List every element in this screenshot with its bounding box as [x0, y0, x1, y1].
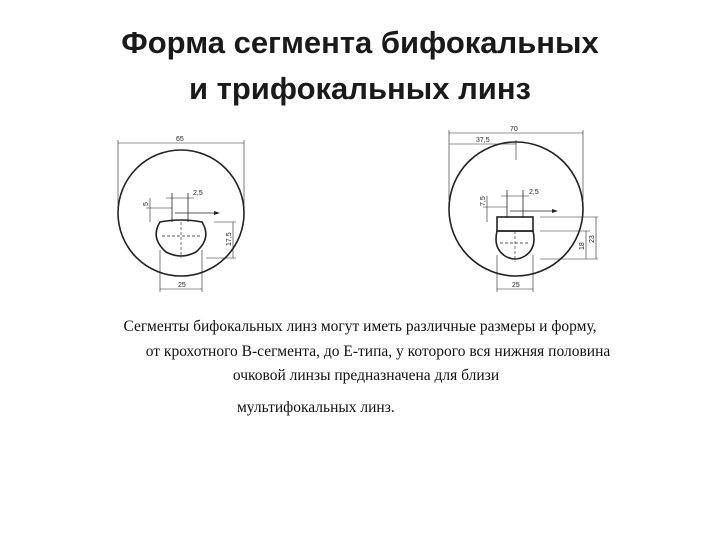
paragraph-line-4: мультифокальных линз.	[237, 399, 395, 416]
left-offset-dim-label: 2,5	[193, 190, 203, 197]
bifocal-lens-drawing	[118, 140, 244, 292]
left-top-dim-label: 65	[176, 136, 184, 143]
intermediate-segment	[497, 217, 533, 231]
title-line-2: и трифокальных линз	[189, 71, 531, 106]
right-bottom-dim-label: 25	[512, 282, 520, 289]
near-segment	[496, 231, 534, 259]
right-half-dim-label: 37,5	[476, 137, 490, 144]
right-offset-dim-label: 2,5	[529, 189, 539, 196]
left-vertical-dim-label: 5	[143, 202, 150, 206]
lens-outline	[449, 142, 583, 276]
paragraph-line-2: от крохотного В-сегмента, до Е-типа, у которого вся нижняя половина	[145, 343, 611, 360]
right-dimension-labels	[476, 126, 596, 289]
paragraph-line-3: очковой линзы предназначена для близи	[232, 367, 500, 384]
left-right-dim-label: 17,5	[226, 232, 233, 246]
trifocal-lens-drawing	[449, 130, 598, 292]
right-vertical-dim-label: 7,5	[480, 196, 487, 206]
paragraph-line-1: Сегменты бифокальных линз могут иметь различные размеры и форму,	[123, 318, 597, 335]
title-line-1: Форма сегмента бифокальных	[121, 25, 599, 60]
left-bottom-dim-label: 25	[178, 282, 186, 289]
right-inner-dim-label: 18	[579, 242, 586, 250]
right-top-dim-label: 70	[510, 126, 518, 133]
right-outer-dim-label: 23	[589, 235, 596, 243]
